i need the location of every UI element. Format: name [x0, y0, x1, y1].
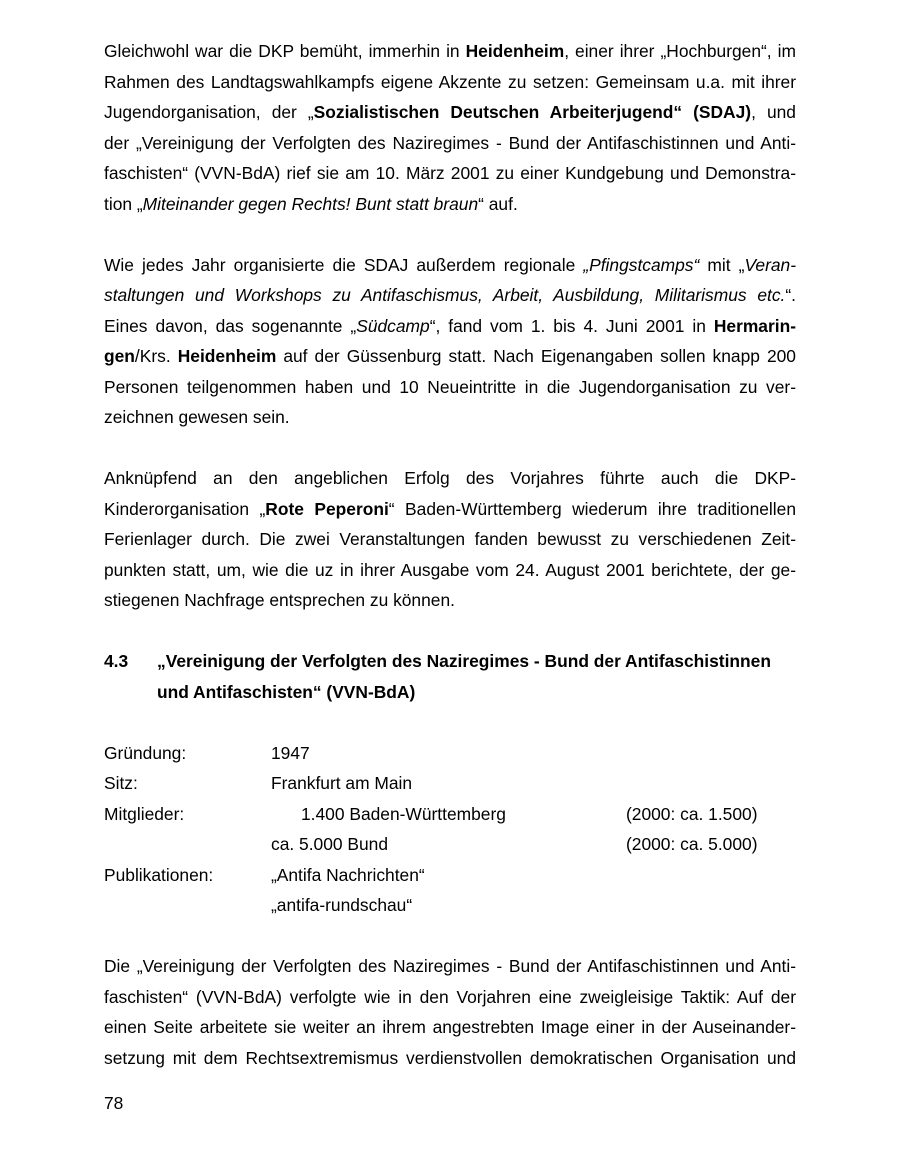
section-number: 4.3 — [104, 651, 129, 671]
text-span: “. — [785, 285, 796, 305]
paragraph-dkp-heidenheim — [104, 36, 796, 219]
fact-table — [104, 738, 796, 921]
paragraph-spacer — [104, 707, 796, 738]
text-span: /Krs. — [134, 346, 178, 366]
bold-text: gen — [104, 346, 135, 366]
italic-text: Miteinander gegen Rechts! Bunt statt braun — [142, 193, 479, 214]
fact-previous-year: (2000: ca. 5.000) — [626, 834, 758, 854]
text-span: “ auf. — [478, 193, 518, 214]
fact-value: „antifa-rundschau“ — [271, 895, 413, 915]
section-title-line: „Vereinigung der Verfolgten des Naziregimes - Bund der Antifaschistinnen — [157, 651, 771, 671]
bold-text: Heidenheim — [177, 346, 277, 366]
text-line — [104, 341, 796, 372]
text-line: Die „Vereinigung der Verfolgten des Naziregimes - Bund der Antifaschistinnen und Anti- — [104, 956, 796, 976]
italic-text: „Pfingstcamps“ — [583, 254, 700, 275]
fact-value: 1947 — [271, 742, 310, 763]
text-span: auf der Güssenburg statt. Nach Eigenangaben sollen knapp 200 — [276, 346, 796, 366]
text-line: Rahmen des Landtagswahlkampfs eigene Akzente zu setzen: Gemeinsam u.a. mit ihrer — [104, 71, 796, 92]
text-line: Ferienlager durch. Die zwei Veranstaltungen fanden bewusst zu verschiedenen Zeit- — [104, 529, 796, 549]
text-span: Kinderorganisation „ — [104, 498, 266, 519]
paragraph-vvn-tactics — [104, 951, 796, 1073]
text-span: Eines davon, das sogenannte „ — [104, 315, 357, 336]
section-title-line: und Antifaschisten“ (VVN-BdA) — [157, 681, 416, 702]
text-line — [104, 311, 796, 342]
text-span: , einer ihrer „Hochburgen“, im — [564, 41, 796, 61]
text-line — [104, 189, 796, 220]
text-line — [104, 280, 796, 311]
paragraph-spacer — [104, 433, 796, 464]
fact-row-seat — [104, 768, 796, 799]
text-span: mit „ — [699, 254, 745, 275]
paragraph-rote-peperoni — [104, 463, 796, 616]
italic-text: staltungen und Workshops zu Antifaschismus, Arbeit, Ausbildung, Militarismus etc. — [104, 285, 786, 305]
fact-row-members — [104, 799, 796, 830]
text-line — [104, 97, 796, 128]
text-line: zeichnen gewesen sein. — [104, 407, 290, 427]
fact-label: Mitglieder: — [104, 803, 185, 824]
text-span: Gleichwohl war die DKP bemüht, immerhin in — [104, 41, 466, 61]
text-line: faschisten“ (VVN-BdA) rief sie am 10. März 2001 zu einer Kundgebung und Demonstra- — [104, 163, 796, 183]
fact-value: „Antifa Nachrichten“ — [271, 864, 425, 885]
text-line: Personen teilgenommen haben und 10 Neueintritte in die Jugendorganisation zu ver- — [104, 376, 796, 397]
fact-label: Publikationen: — [104, 864, 214, 885]
bold-text: Rote Peperoni — [265, 498, 389, 519]
text-line: setzung mit dem Rechtsextremismus verdienstvollen demokratischen Organisation und — [104, 1047, 796, 1068]
fact-label: Sitz: — [104, 773, 138, 793]
text-span: “ Baden-Württemberg wiederum ihre traditionellen — [388, 498, 796, 519]
fact-row-founding — [104, 738, 796, 769]
fact-value: 1.400 Baden-Württemberg — [301, 803, 506, 824]
italic-text: Südcamp — [356, 315, 430, 336]
text-span: Wie jedes Jahr organisierte die SDAJ außerdem regionale — [104, 254, 584, 275]
text-span: , und — [751, 102, 796, 122]
fact-value: ca. 5.000 Bund — [271, 834, 388, 854]
text-line: punkten statt, um, wie die uz in ihrer Ausgabe vom 24. August 2001 berichtete, der ge- — [104, 559, 796, 580]
text-line: der „Vereinigung der Verfolgten des Naziregimes - Bund der Antifaschistinnen und Anti- — [104, 132, 796, 153]
text-line: faschisten“ (VVN-BdA) verfolgte wie in den Vorjahren eine zweigleisige Taktik: Auf der — [104, 986, 796, 1007]
paragraph-spacer — [104, 219, 796, 250]
text-span: tion „ — [104, 193, 143, 214]
text-line: Anknüpfend an den angeblichen Erfolg des Vorjahres führte auch die DKP- — [104, 468, 796, 488]
page-number: 78 — [104, 1093, 124, 1113]
fact-previous-year: (2000: ca. 1.500) — [626, 803, 758, 824]
text-line: stiegenen Nachfrage entsprechen zu können. — [104, 590, 455, 610]
text-line — [104, 494, 796, 525]
text-span: “, fand vom 1. bis 4. Juni 2001 in — [429, 315, 714, 336]
fact-label: Gründung: — [104, 742, 187, 763]
italic-text: Veran- — [744, 254, 796, 275]
bold-text: Hermarin- — [713, 315, 796, 336]
text-line: einen Seite arbeitete sie weiter an ihrem angestrebten Image einer in der Auseinander- — [104, 1017, 796, 1037]
text-span: Jugendorganisation, der „ — [104, 102, 314, 122]
fact-row-publications-2 — [104, 890, 796, 921]
fact-value: Frankfurt am Main — [271, 773, 413, 793]
paragraph-spacer — [104, 921, 796, 952]
fact-row-publications — [104, 860, 796, 891]
page-body — [104, 36, 796, 1073]
bold-text: Sozialistischen Deutschen Arbeiterjugend“ (SDAJ) — [313, 102, 752, 122]
fact-row-members-federal — [104, 829, 796, 860]
bold-text: Heidenheim — [465, 41, 565, 61]
paragraph-spacer — [104, 616, 796, 647]
text-line — [104, 36, 796, 67]
paragraph-sdaj-camps — [104, 250, 796, 433]
section-heading — [104, 646, 796, 707]
text-line — [104, 250, 796, 281]
